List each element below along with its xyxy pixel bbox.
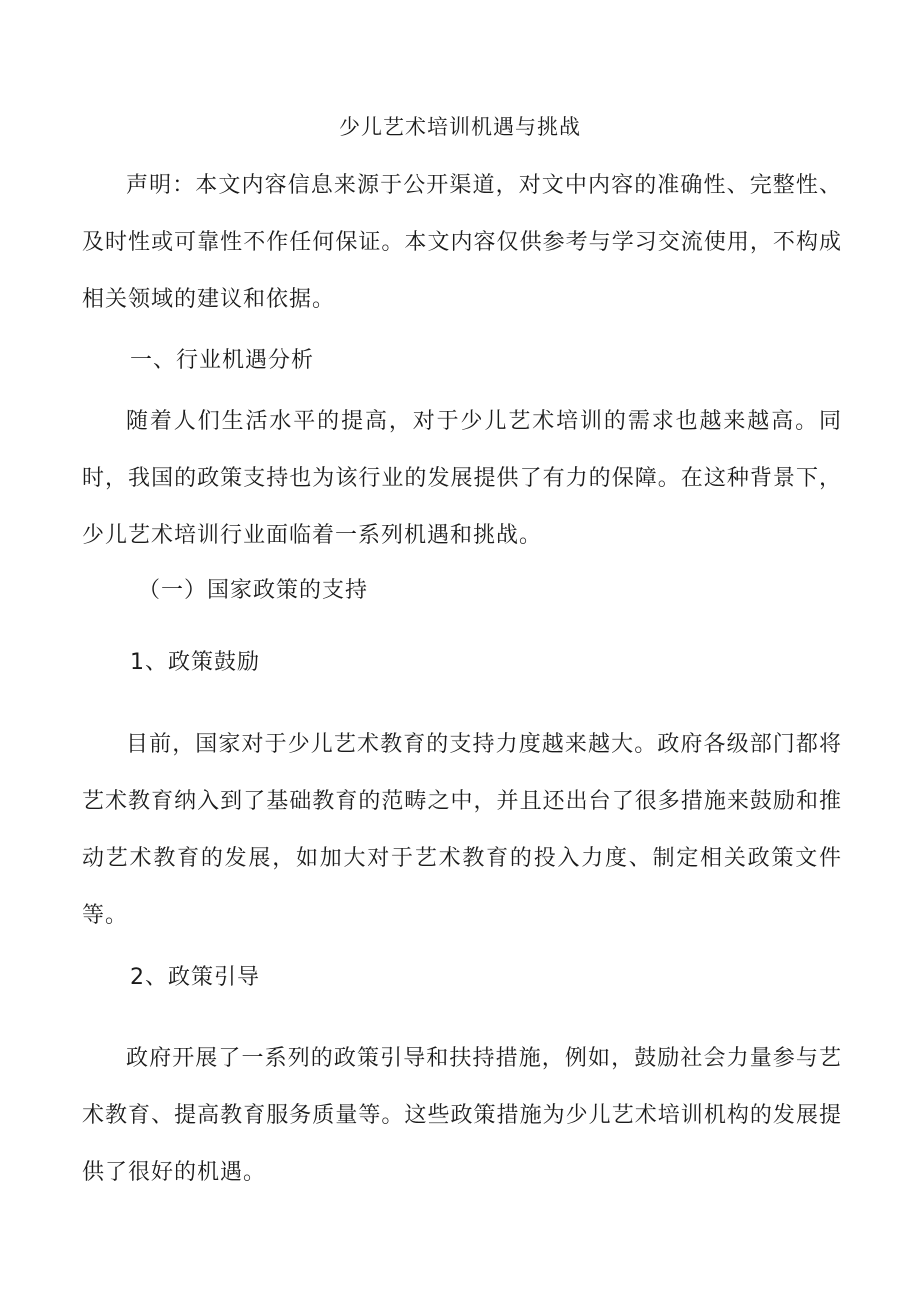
item-heading-2: 2、政策引导 <box>130 965 260 990</box>
disclaimer-paragraph: 声明：本文内容信息来源于公开渠道，对文中内容的准确性、完整性、及时性或可靠性不作任何保证。本文内容仅供参考与学习交流使用，不构成相关领域的建议和依据。 <box>82 173 842 312</box>
item-body-1: 目前，国家对于少儿艺术教育的支持力度越来越大。政府各级部门都将艺术教育纳入到了基础教育的范畴之中，并且还出台了很多措施来鼓励和推动艺术教育的发展，如加大对于艺术教育的投入力度、制定相关政策文件等。 <box>82 732 842 928</box>
subsection-heading: （一）国家政策的支持 <box>138 578 369 603</box>
document-title: 少儿艺术培训机遇与挑战 <box>339 115 581 139</box>
item-heading-1: 1、政策鼓励 <box>130 650 260 675</box>
section-heading: 一、行业机遇分析 <box>130 348 315 373</box>
item-body-2: 政府开展了一系列的政策引导和扶持措施，例如，鼓励社会力量参与艺术教育、提高教育服务质量等。这些政策措施为少儿艺术培训机构的发展提供了很好的机遇。 <box>82 1046 842 1185</box>
section-intro-paragraph: 随着人们生活水平的提高，对于少儿艺术培训的需求也越来越高。同时，我国的政策支持也为该行业的发展提供了有力的保障。在这种背景下，少儿艺术培训行业面临着一系列机遇和挑战。 <box>82 409 842 548</box>
